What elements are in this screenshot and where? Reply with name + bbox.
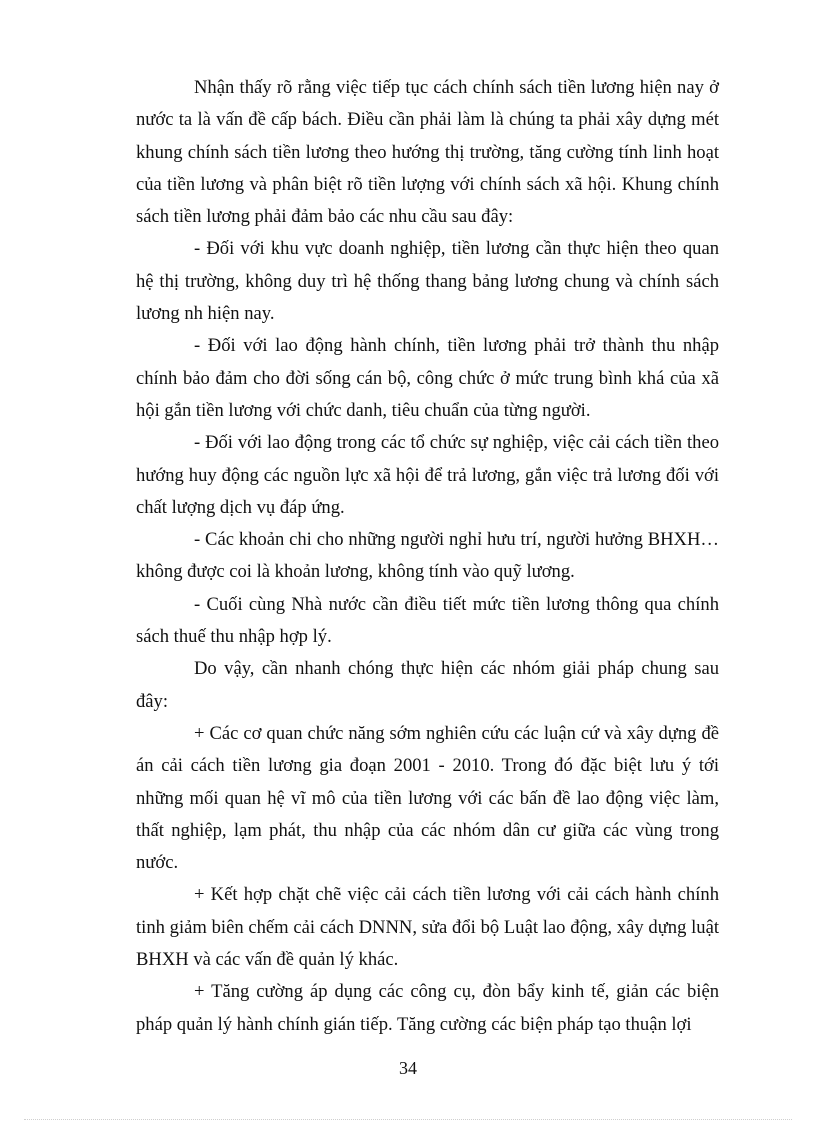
paragraph-tax: - Cuối cùng Nhà nước cần điều tiết mức tiền lương thông qua chính sách thuế thu nhập hợp lý. [136,593,719,648]
paragraph-enterprise: - Đối với khu vực doanh nghiệp, tiền lương cần thực hiện theo quan hệ thị trường, không duy trì hệ thống thang bảng lương chung và chính sách lương nh hiện nay. [136,238,719,325]
paragraph-solutions-intro: Do vậy, cần nhanh chóng thực hiện các nhóm giải pháp chung sau đây: [136,658,719,712]
paragraph-solution-research: + Các cơ quan chức năng sớm nghiên cứu các luận cứ và xây dựng đề án cải cách tiền lương gia đoạn 2001 - 2010. Trong đó đặc biệt lưu ý tới những mối quan hệ vĩ mô của tiền lương với các bấn đề lao động việc làm, thất nghiệp, lạm phát, thu nhập của các nhóm dân cư giữa các vùng trong nước. [136,722,719,874]
page-number: 34 [399,1058,417,1078]
paragraph-pension: - Các khoản chi cho những người nghỉ hưu trí, người hưởng BHXH… không được coi là khoản lương, không tính vào quỹ lương. [136,529,719,583]
page-bottom-divider [24,1119,792,1120]
paragraph-public-service: - Đối với lao động trong các tổ chức sự nghiệp, việc cải cách tiền theo hướng huy động các nguồn lực xã hội để trả lương, gắn việc trả lương đối với chất lượng dịch vụ đáp ứng. [136,432,719,518]
paragraph-solution-reform: + Kết hợp chặt chẽ việc cải cách tiền lương với cải cách hành chính tinh giảm biên chếm cải cách DNNN, sửa đổi bộ Luật lao động, xây dựng luật BHXH và các vấn đề quản lý khác. [136,884,719,971]
paragraph-solution-tools: + Tăng cường áp dụng các công cụ, đòn bẩy kinh tế, giản các biện pháp quản lý hành chính gián tiếp. Tăng cường các biện pháp tạo thuận lợi [136,981,719,1035]
paragraph-administrative: - Đối với lao động hành chính, tiền lương phải trở thành thu nhập chính bảo đảm cho đời sống cán bộ, công chức ở mức trung bình khá của xã hội gắn tiền lương với chức danh, tiêu chuẩn của từng người. [136,335,719,421]
body-text [136,72,719,1041]
paragraph-intro: Nhận thấy rõ rằng việc tiếp tục cách chính sách tiền lương hiện nay ở nước ta là vấn đề cấp bách. Điều cần phải làm là chúng ta phải xây dựng mét khung chính sách tiền lương theo hướng thị trường, tăng cường tính linh hoạt của tiền lương và phân biệt rõ tiền lượng với chính sách xã hội. Khung chính sách tiền lương phải đảm bảo các nhu cầu sau đây: [136,77,719,228]
